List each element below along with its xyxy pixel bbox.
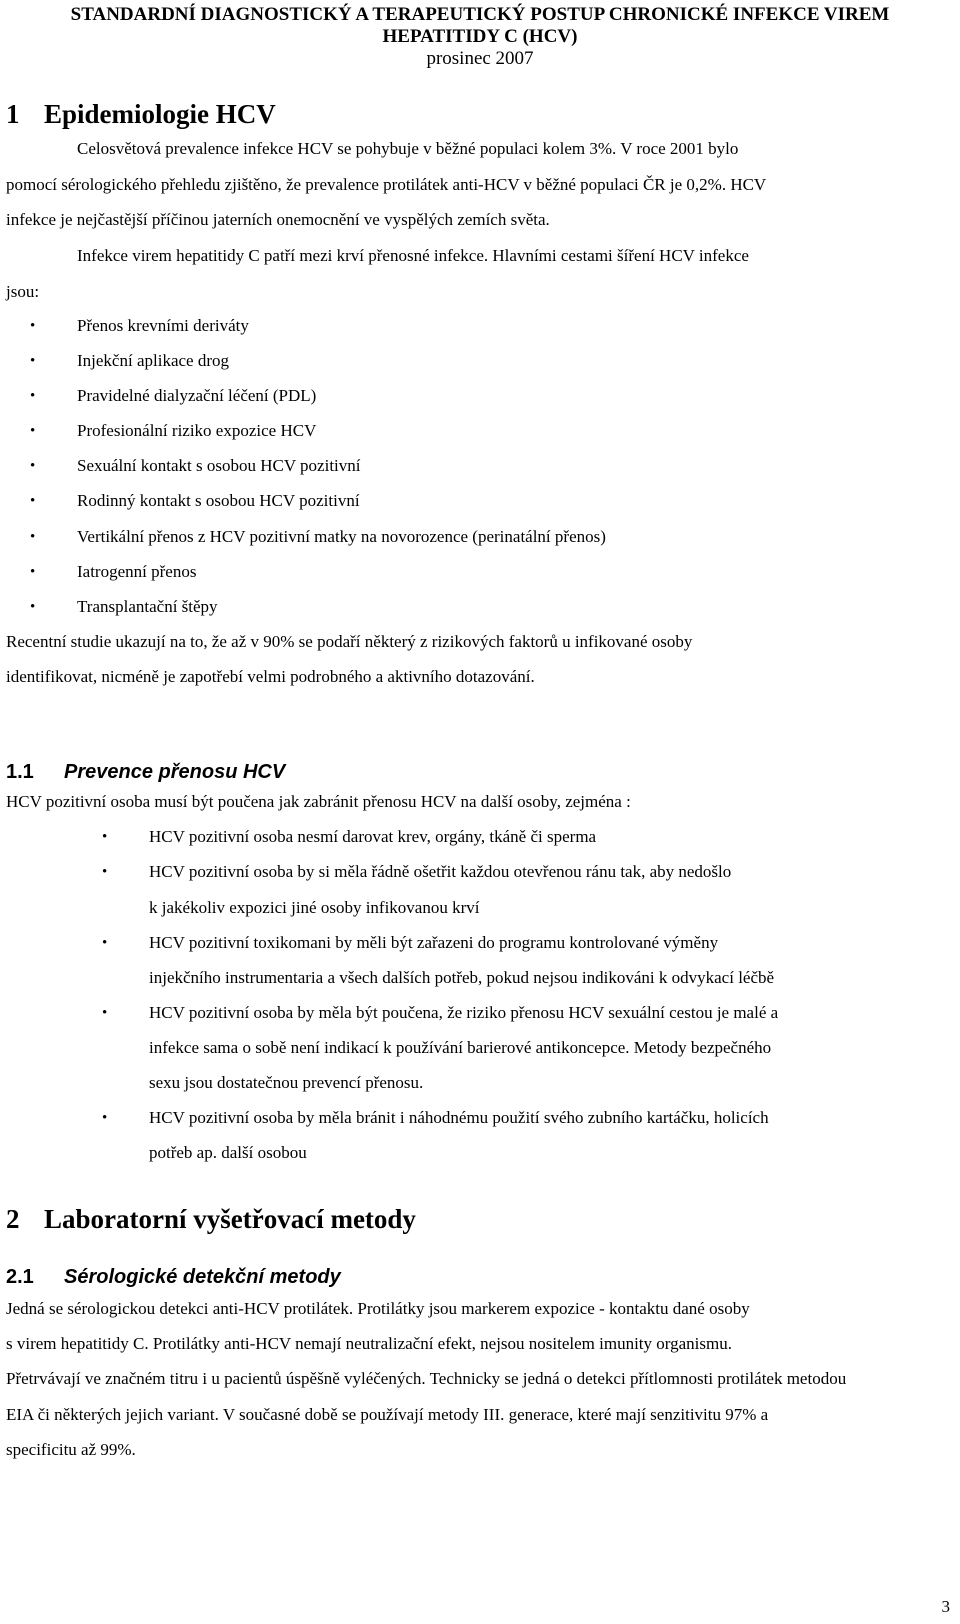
list-item: • HCV pozitivní osoba by si měla řádně ošetřit každou otevřenou ránu tak, aby nedošlo: [102, 862, 732, 881]
list-item: • Přenos krevními deriváty: [30, 316, 249, 335]
title-line-1: STANDARDNÍ DIAGNOSTICKÝ A TERAPEUTICKÝ POSTUP CHRONICKÉ INFEKCE VIREM: [70, 4, 890, 25]
paragraph-line: s virem hepatitidy C. Protilátky anti-HCV nemají neutralizační efekt, nejsou nositelem imunity organismu.: [6, 1334, 732, 1353]
list-item: • HCV pozitivní toxikomani by měli být zařazeni do programu kontrolované výměny: [102, 933, 719, 952]
subsection-number: 2.1: [6, 1266, 34, 1288]
paragraph-line: EIA či některých jejich variant. V současné době se používají metody III. generace, které mají senzitivitu 97% a: [6, 1405, 769, 1424]
bullet-icon: •: [102, 935, 108, 951]
list-item-continuation: k jakékoliv expozici jiné osoby infikovanou krví: [149, 898, 480, 917]
section-number: 1: [6, 99, 20, 129]
list-item-continuation: injekčního instrumentaria a všech dalších potřeb, pokud nejsou indikováni k odvykací léčbě: [149, 968, 775, 987]
paragraph-line: infekce je nejčastější příčinou jaterních onemocnění ve vyspělých zemích světa.: [6, 210, 550, 229]
bullet-icon: •: [30, 458, 36, 474]
bullet-icon: •: [30, 388, 36, 404]
section-2-heading: [6, 1203, 416, 1235]
list-item: • HCV pozitivní osoba nesmí darovat krev, orgány, tkáně či sperma: [102, 827, 597, 846]
list-item: • Pravidelné dialyzační léčení (PDL): [30, 386, 317, 405]
paragraph-line: Infekce virem hepatitidy C patří mezi krví přenosné infekce. Hlavními cestami šíření HCV infekce: [77, 246, 749, 265]
list-item: • Sexuální kontakt s osobou HCV pozitivní: [30, 456, 361, 475]
bullet-icon: •: [30, 599, 36, 615]
section-number: 2: [6, 1204, 20, 1234]
list-item: • Profesionální riziko expozice HCV: [30, 421, 317, 440]
bullet-icon: •: [30, 423, 36, 439]
bullet-icon: •: [30, 564, 36, 580]
bullet-icon: •: [102, 864, 108, 880]
section-title: Laboratorní vyšetřovací metody: [44, 1204, 416, 1234]
bullet-icon: •: [102, 1005, 108, 1021]
list-item: • Transplantační štěpy: [30, 597, 218, 616]
paragraph-line: Recentní studie ukazují na to, že až v 90% se podaří některý z rizikových faktorů u infikované osoby: [6, 632, 693, 651]
list-item-continuation: potřeb ap. další osobou: [149, 1143, 307, 1162]
subsection-number: 1.1: [6, 761, 34, 783]
bullet-icon: •: [102, 829, 108, 845]
subsection-1-1-heading: [6, 760, 285, 784]
section-1-heading: [6, 98, 276, 130]
page-number: 3: [941, 1597, 950, 1616]
subsection-2-1-heading: [6, 1265, 341, 1289]
paragraph-line: identifikovat, nicméně je zapotřebí velmi podrobného a aktivního dotazování.: [6, 667, 535, 686]
list-item: • Vertikální přenos z HCV pozitivní matky na novorozence (perinatální přenos): [30, 527, 606, 546]
document-title: [0, 4, 960, 70]
list-item: • HCV pozitivní osoba by měla bránit i náhodnému použití svého zubního kartáčku, holicích: [102, 1108, 769, 1127]
document-date: prosinec 2007: [426, 48, 534, 69]
list-item: • Rodinný kontakt s osobou HCV pozitivní: [30, 491, 360, 510]
subsection-title: Sérologické detekční metody: [64, 1266, 341, 1288]
bullet-icon: •: [30, 493, 36, 509]
paragraph-line: Celosvětová prevalence infekce HCV se pohybuje v běžné populaci kolem 3%. V roce 2001 bylo: [77, 139, 739, 158]
list-item: • Injekční aplikace drog: [30, 351, 229, 370]
paragraph-line: HCV pozitivní osoba musí být poučena jak zabránit přenosu HCV na další osoby, zejména :: [6, 792, 631, 811]
title-line-2: HEPATITIDY C (HCV): [382, 26, 578, 47]
section-title: Epidemiologie HCV: [44, 99, 276, 129]
paragraph-line: Přetrvávají ve značném titru i u pacientů úspěšně vyléčených. Technicky se jedná o detekci přítlomnosti protilátek metodou: [6, 1369, 847, 1388]
list-item: • Iatrogenní přenos: [30, 562, 197, 581]
list-item-continuation: infekce sama o sobě není indikací k používání barierové antikoncepce. Metody bezpečného: [149, 1038, 772, 1057]
paragraph-line: Jedná se sérologickou detekci anti-HCV protilátek. Protilátky jsou markerem expozice - kontaktu dané osoby: [6, 1299, 750, 1318]
subsection-title: Prevence přenosu HCV: [64, 761, 286, 783]
paragraph-line: jsou:: [6, 282, 40, 301]
bullet-icon: •: [30, 353, 36, 369]
paragraph-line: specificitu až 99%.: [6, 1440, 136, 1459]
bullet-icon: •: [30, 529, 36, 545]
bullet-icon: •: [102, 1110, 108, 1126]
list-item-continuation: sexu jsou dostatečnou prevencí přenosu.: [149, 1073, 424, 1092]
bullet-icon: •: [30, 318, 36, 334]
list-item: • HCV pozitivní osoba by měla být poučena, že riziko přenosu HCV sexuální cestou je malé a: [102, 1003, 779, 1022]
paragraph-line: pomocí sérologického přehledu zjištěno, že prevalence protilátek anti-HCV v běžné populaci ČR je 0,2%. HCV: [6, 175, 767, 194]
